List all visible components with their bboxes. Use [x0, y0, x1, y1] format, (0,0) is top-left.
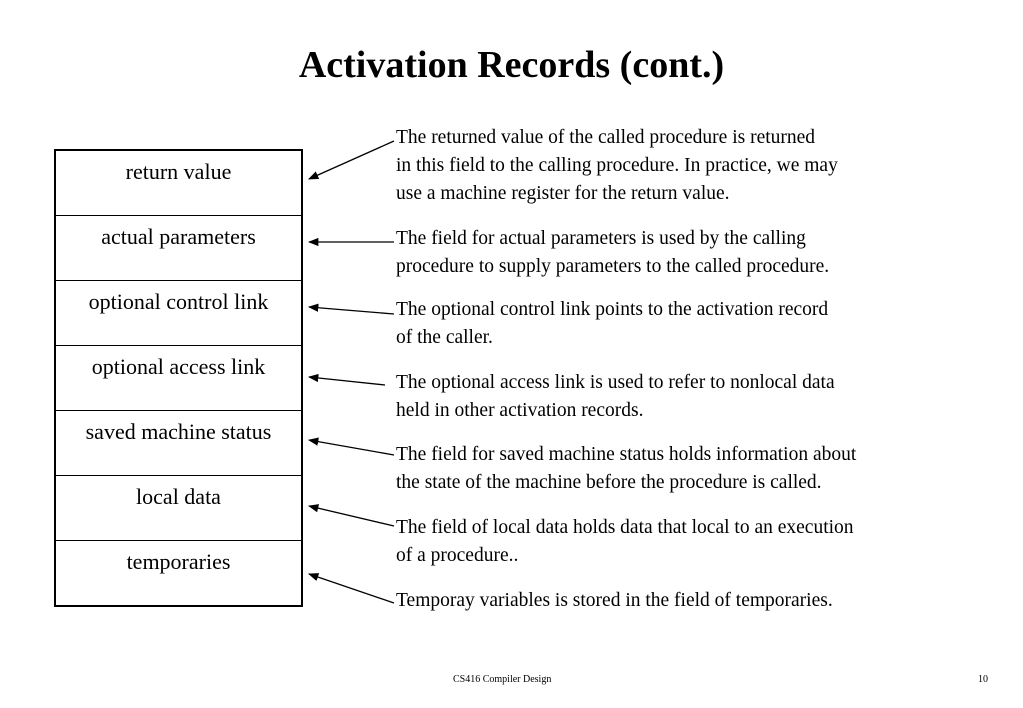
field-local-data: local data [136, 484, 221, 509]
description-line: The field for actual parameters is used by the calling [396, 228, 806, 249]
description-line: The returned value of the called procedure is returned [396, 127, 816, 148]
description-line: in this field to the calling procedure. In practice, we may [396, 155, 838, 176]
description-line: of the caller. [396, 327, 493, 348]
description-line: the state of the machine before the procedure is called. [396, 472, 822, 493]
description-optional-access-link [396, 369, 996, 425]
description-line: use a machine register for the return value. [396, 183, 730, 204]
description-line: The optional control link points to the activation record [396, 299, 829, 320]
slide-title: Activation Records (cont.) [298, 44, 725, 86]
field-return-value: return value [125, 159, 232, 184]
field-temporaries: temporaries [126, 549, 231, 574]
field-actual-parameters: actual parameters [101, 224, 256, 249]
description-temporaries [396, 587, 996, 615]
field-optional-access-link: optional access link [91, 354, 266, 379]
arrow-local-data [309, 506, 394, 526]
arrow-optional-access-link [309, 377, 385, 385]
arrow-saved-machine-status [309, 440, 394, 455]
arrow-temporaries [309, 574, 394, 603]
description-line: held in other activation records. [396, 400, 644, 421]
footer-page-number: 10 [978, 674, 988, 685]
description-return-value [396, 124, 996, 208]
description-actual-parameters [396, 225, 996, 281]
description-saved-machine-status [396, 441, 996, 497]
description-local-data [396, 514, 996, 570]
arrow-return-value [309, 141, 394, 179]
description-line: Temporay variables is stored in the field of temporaries. [396, 590, 833, 611]
description-line: procedure to supply parameters to the called procedure. [396, 256, 830, 277]
description-optional-control-link [396, 296, 996, 352]
description-line: The field of local data holds data that local to an execution [396, 517, 854, 538]
description-line: of a procedure.. [396, 545, 519, 566]
field-saved-machine-status: saved machine status [85, 419, 272, 444]
description-line: The optional access link is used to refer to nonlocal data [396, 372, 835, 393]
description-line: The field for saved machine status holds information about [396, 444, 857, 465]
field-optional-control-link: optional control link [88, 289, 269, 314]
arrow-optional-control-link [309, 307, 394, 314]
footer-course: CS416 Compiler Design [453, 674, 552, 685]
